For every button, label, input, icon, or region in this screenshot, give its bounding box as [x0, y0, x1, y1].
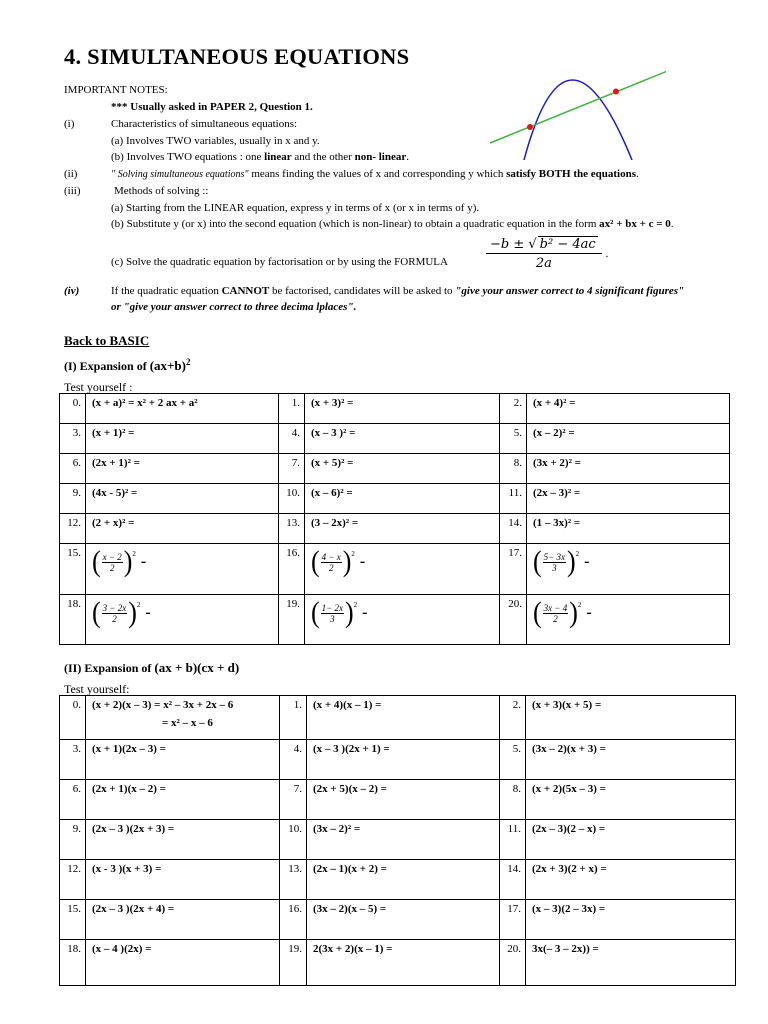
- exercise-expression: 3x(– 3 – 2x)) =: [526, 940, 736, 986]
- section1-test-yourself: Test yourself :: [64, 380, 133, 394]
- parabola-line-graph: [486, 60, 666, 160]
- note-i-label: (i): [64, 118, 75, 130]
- exercise-number: 2.: [500, 394, 527, 424]
- quadratic-formula: $\frac{\text{−b ± √ b² − 4ac}}{2a}$ .: [486, 236, 608, 271]
- exercise-expression: (2 + x)² =: [86, 514, 279, 544]
- exercise-expression: (x + 1)² =: [86, 424, 279, 454]
- answer-dash: -: [140, 553, 147, 570]
- table-row: [60, 454, 730, 484]
- fraction: [543, 603, 569, 624]
- note-iii-c: (c) Solve the quadratic equation by factorisation or by using the FORMULA: [111, 256, 448, 268]
- exercise-expression: (x – 3 )(2x + 1) =: [307, 740, 500, 780]
- exercise-expression: (x + 4)² =: [527, 394, 730, 424]
- exercise-expression: (3x – 2)(x + 3) =: [526, 740, 736, 780]
- exercise-number: 7.: [280, 780, 307, 820]
- exercise-number: 9.: [60, 484, 86, 514]
- exercise-number: 19.: [280, 940, 307, 986]
- table-row: [60, 484, 730, 514]
- fraction-denominator: 2: [112, 613, 117, 624]
- exercise-number: 20.: [500, 940, 526, 986]
- exercise-number: 19.: [279, 595, 305, 645]
- table-row: [60, 740, 736, 780]
- fraction: [321, 603, 344, 624]
- table-row: [60, 595, 730, 645]
- exercise-number: 16.: [279, 544, 305, 595]
- fraction: [321, 552, 342, 573]
- exercise-expression: (2x + 5)(x – 2) =: [307, 780, 500, 820]
- exercise-expression: [305, 595, 500, 645]
- exercise-expression: (x + 3)(x + 5) =: [526, 696, 736, 740]
- exercise-expression: [305, 544, 500, 595]
- exercise-number: 8.: [500, 780, 526, 820]
- exercise-number: 18.: [60, 940, 86, 986]
- right-paren: ): [342, 544, 352, 579]
- table-row: [60, 394, 730, 424]
- exercise-number: 6.: [60, 454, 86, 484]
- intersection-point-1: [527, 124, 533, 130]
- exercise-number: 12.: [60, 860, 86, 900]
- fraction-denominator: 3: [330, 613, 335, 624]
- exercise-expression: [527, 595, 730, 645]
- fraction-denominator: 3: [552, 562, 557, 573]
- exercise-number: 11.: [500, 484, 527, 514]
- exercise-number: 4.: [279, 424, 305, 454]
- exercise-expression: (2x – 3)² =: [527, 484, 730, 514]
- left-paren: (: [533, 544, 542, 579]
- exponent: 2: [575, 550, 580, 558]
- table-row: [60, 860, 736, 900]
- fraction-denominator: 2: [109, 562, 115, 573]
- exercise-number: 3.: [60, 740, 86, 780]
- fraction-square-expression: [533, 595, 592, 630]
- left-paren: (: [311, 544, 320, 579]
- fraction-denominator: 2: [328, 562, 334, 573]
- exercise-expression: (2x – 3 )(2x + 3) =: [86, 820, 280, 860]
- section1-heading: (I) Expansion of $(ax+b)^2$: [64, 357, 191, 373]
- exercise-expression: (x + 5)² =: [305, 454, 500, 484]
- exercise-expression: (2x + 1)² =: [86, 454, 279, 484]
- exercise-expression: (2x + 3)(2 + x) =: [526, 860, 736, 900]
- fraction-square-expression: [311, 595, 368, 630]
- right-paren: ): [123, 544, 133, 579]
- answer-dash: -: [586, 604, 592, 621]
- section2-test-yourself: Test yourself:: [64, 682, 130, 696]
- fraction-numerator: 3x − 4: [543, 602, 568, 613]
- fraction-square-expression: [311, 544, 366, 579]
- note-iv-line2: or "give your answer correct to three decima lplaces".: [111, 301, 357, 313]
- fraction-square-expression: [92, 595, 151, 630]
- exercise-number: 8.: [500, 454, 527, 484]
- note-ii-text: " Solving simultaneous equations" means finding the values of x and corresponding y which satisfy BOTH the equations.: [111, 168, 639, 180]
- exercise-expression: (2x – 1)(x + 2) =: [307, 860, 500, 900]
- exercise-number: 10.: [279, 484, 305, 514]
- exercise-expression: [527, 544, 730, 595]
- exercise-expression: [86, 595, 279, 645]
- exponent: 2: [577, 601, 582, 609]
- fraction: [102, 552, 123, 573]
- table-row: [60, 780, 736, 820]
- fraction-denominator: 2: [553, 613, 558, 624]
- fraction-numerator: 1− 2x: [321, 602, 343, 613]
- table-row: [60, 424, 730, 454]
- exponent: 2: [353, 601, 358, 609]
- exercise-expression: (3x + 2)² =: [527, 454, 730, 484]
- table-row: [60, 900, 736, 940]
- exercise-number: 1.: [279, 394, 305, 424]
- exercise-expression: (x + 1)(2x – 3) =: [86, 740, 280, 780]
- exercise-number: 20.: [500, 595, 527, 645]
- exercise-expression: (2x + 1)(x – 2) =: [86, 780, 280, 820]
- right-paren: ): [567, 544, 576, 579]
- exercise-expression: (x + 4)(x – 1) =: [307, 696, 500, 740]
- table-row: [60, 514, 730, 544]
- right-paren: ): [569, 595, 578, 630]
- notes-heading: IMPORTANT NOTES:: [64, 84, 168, 96]
- exercise-expression: (x + a)² = x² + 2 ax + a²: [86, 394, 279, 424]
- exercise-number: 10.: [280, 820, 307, 860]
- paper-note: *** Usually asked in PAPER 2, Question 1.: [111, 101, 313, 113]
- worked-example-line-2: = x² – x – 6: [162, 717, 213, 729]
- table-row: [60, 940, 736, 986]
- exercise-number: 12.: [60, 514, 86, 544]
- fraction: [543, 552, 566, 573]
- intersection-point-2: [613, 89, 619, 95]
- exercise-number: 3.: [60, 424, 86, 454]
- table-row: [60, 544, 730, 595]
- exercise-number: 18.: [60, 595, 86, 645]
- exercise-number: 7.: [279, 454, 305, 484]
- exercise-expression: (x – 2)² =: [527, 424, 730, 454]
- left-paren: (: [533, 595, 542, 630]
- exercise-expression: (2x – 3)(2 – x) =: [526, 820, 736, 860]
- exponent: 2: [136, 601, 141, 609]
- exercise-expression: (3 – 2x)² =: [305, 514, 500, 544]
- answer-dash: -: [359, 553, 366, 570]
- left-paren: (: [311, 595, 320, 630]
- note-iii-b: (b) Substitute y (or x) into the second equation (which is non-linear) to obtain a quadratic equation in the form ax² + bx + c = 0.: [111, 218, 674, 230]
- exercise-expression: 2(3x + 2)(x – 1) =: [307, 940, 500, 986]
- exercise-number: 15.: [60, 544, 86, 595]
- exercise-expression: (x + 3)² =: [305, 394, 500, 424]
- exercise-expression: (x – 3 )² =: [305, 424, 500, 454]
- answer-dash: -: [584, 553, 590, 570]
- exercise-number: 11.: [500, 820, 526, 860]
- exercise-number: 15.: [60, 900, 86, 940]
- answer-dash: -: [362, 604, 368, 621]
- answer-dash: -: [145, 604, 151, 621]
- section2-heading: (II) Expansion of (ax + b)(cx + d): [64, 660, 240, 675]
- exercise-number: 17.: [500, 900, 526, 940]
- worked-example-line-1: (x + 2)(x – 3) = x² – 3x + 2x – 6: [92, 699, 234, 711]
- exercise-expression: (4x - 5)² =: [86, 484, 279, 514]
- exercise-expression: (1 – 3x)² =: [527, 514, 730, 544]
- exercise-expression: (3x – 2)(x – 5) =: [307, 900, 500, 940]
- exercise-number: 1.: [280, 696, 307, 740]
- fraction-square-expression: [92, 544, 147, 579]
- exercise-number: 0.: [60, 696, 86, 740]
- right-paren: ): [345, 595, 354, 630]
- worked-example: [86, 696, 280, 740]
- left-paren: (: [92, 544, 101, 579]
- table-row: [60, 820, 736, 860]
- note-iii-text: Methods of solving ::: [114, 185, 209, 197]
- exercise-number: 13.: [279, 514, 305, 544]
- exercise-number: 0.: [60, 394, 86, 424]
- exercise-number: 9.: [60, 820, 86, 860]
- exponent: 2: [132, 550, 136, 558]
- table-row: [60, 696, 736, 740]
- exercise-expression: (x – 3)(2 – 3x) =: [526, 900, 736, 940]
- exercise-expression: (x + 2)(5x – 3) =: [526, 780, 736, 820]
- exercise-expression: (3x – 2)² =: [307, 820, 500, 860]
- note-ii-label: (ii): [64, 168, 78, 180]
- back-to-basic-heading: Back to BASIC: [64, 333, 150, 348]
- exercise-expression: (x – 6)² =: [305, 484, 500, 514]
- section1-table: [59, 393, 730, 645]
- fraction-numerator: 3 − 2x: [102, 602, 127, 613]
- note-i-a: (a) Involves TWO variables, usually in x and y.: [111, 135, 320, 147]
- fraction-numerator: 4 − x: [321, 551, 341, 562]
- exercise-number: 16.: [280, 900, 307, 940]
- note-iv-text: If the quadratic equation CANNOT be factorised, candidates will be asked to "give your answer correct to 4 significant figures": [111, 285, 685, 297]
- exercise-number: 14.: [500, 514, 527, 544]
- page-title: 4. SIMULTANEOUS EQUATIONS: [64, 44, 410, 69]
- note-i-text: Characteristics of simultaneous equations:: [111, 118, 298, 130]
- fraction: [102, 603, 128, 624]
- right-paren: ): [128, 595, 137, 630]
- exercise-expression: (x - 3 )(x + 3) =: [86, 860, 280, 900]
- section2-table: [59, 695, 736, 986]
- exercise-expression: [86, 544, 279, 595]
- left-paren: (: [92, 595, 101, 630]
- exercise-number: 4.: [280, 740, 307, 780]
- exercise-expression: (2x – 3 )(2x + 4) =: [86, 900, 280, 940]
- note-i-b: (b) Involves TWO equations : one linear and the other non- linear.: [111, 151, 409, 163]
- fraction-square-expression: [533, 544, 590, 579]
- exercise-number: 14.: [500, 860, 526, 900]
- note-iii-label: (iii): [64, 185, 81, 197]
- note-iii-a: (a) Starting from the LINEAR equation, express y in terms of x (or x in terms of y).: [111, 202, 480, 214]
- exercise-number: 5.: [500, 740, 526, 780]
- exercise-number: 2.: [500, 696, 526, 740]
- exercise-number: 5.: [500, 424, 527, 454]
- exercise-number: 17.: [500, 544, 527, 595]
- exercise-expression: (x – 4 )(2x) =: [86, 940, 280, 986]
- note-iv-label: (iv): [64, 285, 80, 297]
- fraction-numerator: x − 2: [102, 551, 122, 562]
- exponent: 2: [351, 550, 355, 558]
- exercise-number: 6.: [60, 780, 86, 820]
- exercise-number: 13.: [280, 860, 307, 900]
- fraction-numerator: 5− 3x: [543, 551, 565, 562]
